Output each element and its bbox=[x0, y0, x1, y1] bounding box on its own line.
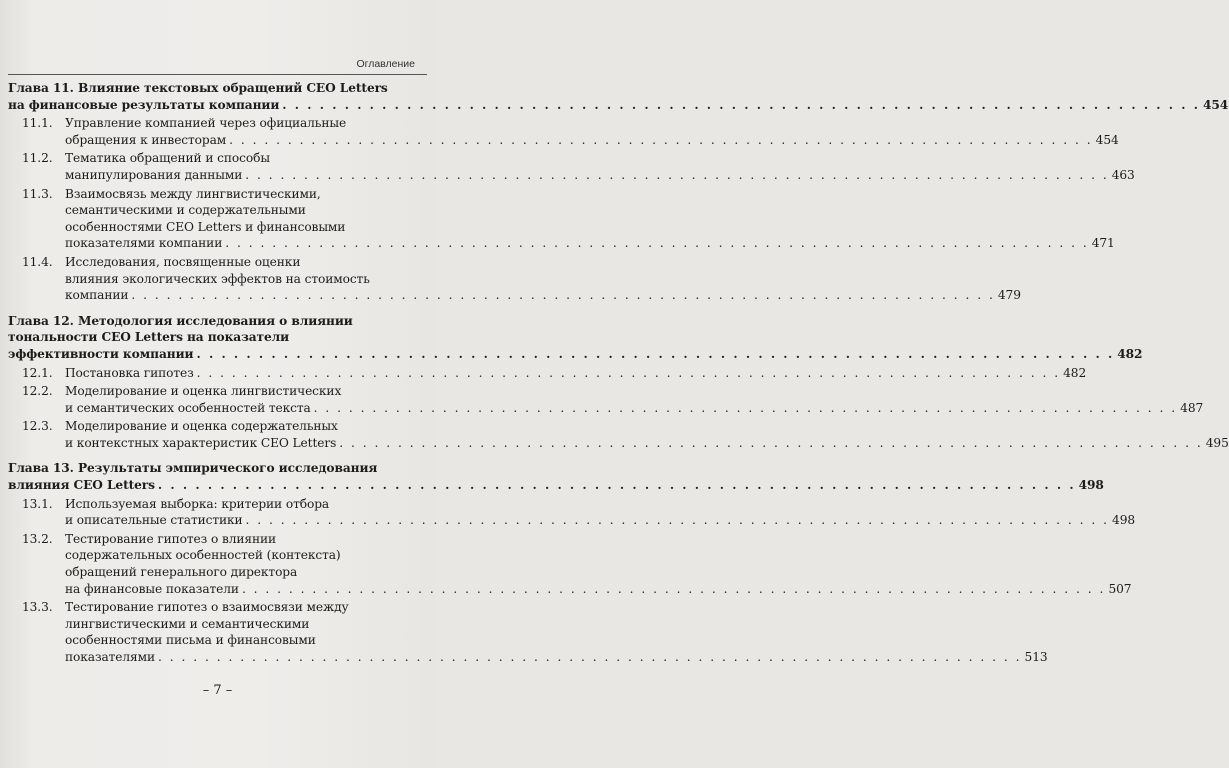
page-ref: 482 bbox=[1117, 346, 1143, 361]
entry-line: Взаимосвязь между лингвистическими, bbox=[65, 186, 321, 201]
section-number: 13.1. bbox=[22, 496, 53, 511]
page-ref: 513 bbox=[1024, 650, 1048, 664]
section-title bbox=[65, 531, 1131, 597]
page-ref: 498 bbox=[1078, 478, 1104, 493]
toc-section bbox=[22, 115, 1119, 148]
page-ref: 463 bbox=[1111, 167, 1135, 182]
dot-leader bbox=[158, 649, 1022, 666]
entry-line: эффективности компании bbox=[8, 346, 194, 361]
page-ref: 487 bbox=[1180, 400, 1204, 415]
entry-line: обращений генерального директора bbox=[65, 565, 298, 580]
toc-chapter bbox=[8, 460, 1104, 493]
section-title bbox=[65, 150, 1135, 183]
section-title bbox=[65, 418, 1229, 451]
section-number: 13.2. bbox=[22, 531, 53, 546]
section-title bbox=[65, 383, 1203, 416]
entry-line: манипулирования данными bbox=[65, 167, 243, 182]
dot-leader bbox=[246, 512, 1110, 529]
toc-section bbox=[22, 254, 1021, 304]
dot-leader bbox=[245, 167, 1109, 184]
page-ref: 507 bbox=[1108, 581, 1132, 596]
entry-line: особенностями письма и финансовыми bbox=[65, 633, 316, 648]
section-title bbox=[65, 496, 1135, 529]
entry-line: семантическими и содержательными bbox=[65, 203, 306, 218]
section-title bbox=[65, 599, 1048, 665]
header-rule bbox=[8, 74, 427, 75]
entry-last-line bbox=[8, 346, 1143, 363]
page-ref: 471 bbox=[1091, 236, 1115, 251]
section-number: 12.1. bbox=[22, 365, 53, 380]
toc-chapter bbox=[8, 80, 1229, 113]
entry-line: Тестирование гипотез о влиянии bbox=[65, 531, 277, 546]
entry-line: и семантических особенностей текста bbox=[65, 400, 311, 415]
section-title bbox=[65, 365, 1086, 382]
page-ref: 479 bbox=[997, 288, 1021, 303]
entry-line: лингвистическими и семантическими bbox=[65, 616, 310, 631]
section-number: 11.1. bbox=[22, 116, 53, 131]
section-number: 13.3. bbox=[22, 600, 53, 615]
entry-line: влияния CEO Letters bbox=[8, 478, 155, 493]
entry-line: Используемая выборка: критерии отбора bbox=[65, 496, 330, 511]
dot-leader bbox=[314, 400, 1178, 417]
entry-last-line bbox=[8, 477, 1104, 494]
section-number: 11.4. bbox=[22, 254, 53, 269]
dot-leader bbox=[242, 581, 1106, 598]
entry-last-line bbox=[65, 132, 1119, 149]
dot-leader bbox=[282, 97, 1200, 114]
page-ref: 454 bbox=[1095, 132, 1119, 147]
entry-line: Моделирование и оценка лингвистических bbox=[65, 384, 342, 399]
entry-last-line bbox=[65, 649, 1048, 666]
table-of-contents bbox=[8, 80, 1229, 666]
toc-section bbox=[22, 150, 1135, 183]
entry-last-line bbox=[65, 435, 1229, 452]
entry-line: Управление компанией через официальные bbox=[65, 116, 347, 131]
entry-line: Моделирование и оценка содержательных bbox=[65, 419, 338, 434]
entry-line: особенностями CEO Letters и финансовыми bbox=[65, 219, 346, 234]
entry-last-line bbox=[65, 167, 1135, 184]
page-ref: 498 bbox=[1112, 513, 1136, 528]
entry-line: на финансовые показатели bbox=[65, 581, 239, 596]
toc-section bbox=[22, 186, 1115, 252]
entry-line: содержательных особенностей (контекста) bbox=[65, 548, 341, 563]
dot-leader bbox=[196, 346, 1114, 363]
toc-section bbox=[22, 496, 1136, 529]
entry-last-line bbox=[65, 365, 1086, 382]
entry-line: на финансовые результаты компании bbox=[8, 97, 280, 112]
section-number: 11.3. bbox=[22, 186, 53, 201]
section-title bbox=[65, 115, 1119, 148]
entry-line: и описательные статистики bbox=[65, 513, 243, 528]
entry-line: Тестирование гипотез о взаимосвязи между bbox=[65, 600, 349, 615]
section-number: 11.2. bbox=[22, 151, 53, 166]
entry-last-line bbox=[8, 97, 1229, 114]
entry-line: влияния экологических эффектов на стоимость bbox=[65, 271, 370, 286]
dot-leader bbox=[197, 365, 1061, 382]
entry-line: Глава 11. Влияние текстовых обращений CEO Letters bbox=[8, 81, 388, 95]
entry-line: тональности CEO Letters на показатели bbox=[8, 330, 290, 345]
dot-leader bbox=[131, 287, 995, 304]
page-number: – 7 – bbox=[202, 683, 233, 698]
dot-leader bbox=[158, 477, 1076, 494]
entry-line: обращения к инвесторам bbox=[65, 132, 227, 147]
entry-last-line bbox=[65, 287, 1021, 304]
entry-last-line bbox=[65, 512, 1135, 529]
entry-line: показателями bbox=[65, 650, 156, 664]
toc-section bbox=[22, 418, 1229, 451]
entry-line: Глава 13. Результаты эмпирического исследования bbox=[8, 461, 378, 476]
section-number: 12.2. bbox=[22, 384, 53, 399]
entry-last-line bbox=[65, 581, 1131, 598]
entry-line: Исследования, посвященные оценки bbox=[65, 254, 301, 269]
page-ref: 482 bbox=[1063, 365, 1087, 380]
toc-section bbox=[22, 599, 1048, 665]
dot-leader bbox=[225, 235, 1089, 252]
dot-leader bbox=[339, 435, 1203, 452]
entry-line: Тематика обращений и способы bbox=[65, 151, 270, 166]
entry-line: показателями компании bbox=[65, 236, 223, 251]
entry-last-line bbox=[65, 400, 1203, 417]
toc-section bbox=[22, 383, 1204, 416]
entry-line: и контекстных характеристик CEO Letters bbox=[65, 435, 337, 450]
toc-chapter bbox=[8, 313, 1143, 363]
dot-leader bbox=[229, 132, 1093, 149]
toc-section bbox=[22, 531, 1132, 597]
section-title bbox=[65, 254, 1021, 304]
entry-line: Постановка гипотез bbox=[65, 365, 194, 380]
entry-line: компании bbox=[65, 288, 129, 303]
toc-section bbox=[22, 365, 1087, 382]
section-title bbox=[65, 186, 1115, 252]
running-header: Оглавление bbox=[356, 58, 415, 70]
page-ref: 454 bbox=[1203, 97, 1229, 112]
entry-line: Глава 12. Методология исследования о влиянии bbox=[8, 313, 353, 328]
entry-last-line bbox=[65, 235, 1115, 252]
section-number: 12.3. bbox=[22, 419, 53, 434]
page-ref: 495 bbox=[1205, 435, 1229, 450]
